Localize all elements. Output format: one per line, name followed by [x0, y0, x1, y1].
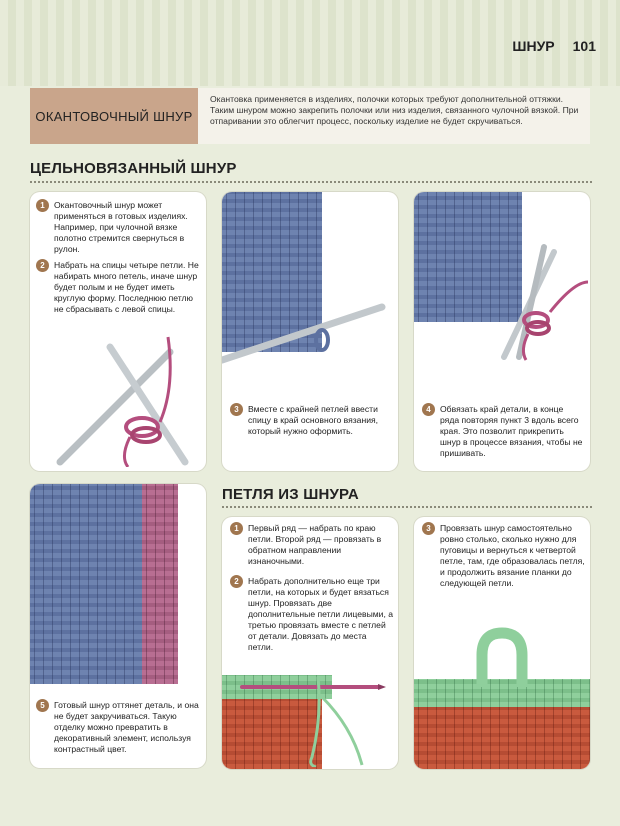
step-number-badge: 2: [36, 259, 49, 272]
step-number-badge: 1: [230, 522, 243, 535]
step-number-badge: 3: [230, 403, 243, 416]
card-step-5: [30, 484, 206, 768]
card-step-1-2: [30, 192, 206, 471]
step-text: Набрать на спицы четыре петли. Не набирать много петель, иначе шнур будет полым и не будет иметь круглую форму. Последнюю петлю не сбрасывать с левой спицы.: [54, 260, 199, 314]
needle-illustration: [222, 657, 398, 767]
step-text: Окантовочный шнур может применяться в готовых изделиях. Например, при чулочной вязке полотно стремится свернуться в рулон.: [54, 200, 188, 254]
card-loop-step-3: [414, 517, 590, 769]
knit-photo-pink-cord: [142, 484, 178, 684]
step-text: Обвязать край детали, в конце ряда повторяя пункт 3 вдоль всего края. Это позволит прикрепить шнур в процессе вязания, чтобы не пришивать.: [440, 404, 583, 458]
loop-step-2: [230, 576, 394, 653]
section-title-cord-loop: ПЕТЛЯ ИЗ ШНУРА: [222, 486, 359, 503]
cord-loop-illustration: [464, 627, 544, 687]
section-divider: [30, 181, 592, 183]
page-number: 101: [572, 38, 596, 54]
step-text: Готовый шнур оттянет деталь, и она не будет закручиваться. Такую отделку можно превратить в декоративный элемент, используя контрастный цвет.: [54, 700, 199, 754]
intro-text: Окантовка применяется в изделиях, полочки которых требуют дополнительной оттяжки. Таким шнуром можно закрепить полочки или низ изделия, связанного чулочной вязкой. При отпаривании это облегчит процесс, поскольку изделие не будет скручиваться.: [210, 94, 579, 126]
step-4: [422, 404, 584, 459]
loop-step-1: [230, 523, 394, 567]
step-text: Провязать шнур самостоятельно ровно столько, сколько нужно для пуговицы и вернуться к четвертой петле, там, где образовалась петля, и продолжить вязание планки до следующей петли.: [440, 523, 585, 588]
step-number-badge: 1: [36, 199, 49, 212]
step-2: [36, 260, 202, 315]
step-number-badge: 4: [422, 403, 435, 416]
loop-step-3: [422, 523, 586, 589]
step-number-badge: 5: [36, 699, 49, 712]
step-number-badge: 2: [230, 575, 243, 588]
knit-photo-red: [414, 707, 590, 769]
needle-illustration: [222, 292, 398, 372]
intro-title: ОКАНТОВОЧНЫЙ ШНУР: [30, 88, 198, 144]
card-loop-step-1-2: [222, 517, 398, 769]
step-1: [36, 200, 198, 255]
step-text: Первый ряд — набрать по краю петли. Второй ряд — провязать в обратном направлении изнаночными.: [248, 523, 382, 566]
step-5: [36, 700, 202, 755]
step-text: Набрать дополнительно еще три петли, на которых и будет вязаться шнур. Провязать две дополнительные петли лицевыми, а третью провязать вместе с петлей от детали. Довязать до места петли.: [248, 576, 394, 652]
step-number-badge: 3: [422, 522, 435, 535]
card-step-3: [222, 192, 398, 471]
section-title-seamless-cord: ЦЕЛЬНОВЯЗАННЫЙ ШНУР: [30, 160, 237, 177]
running-head: ШНУР: [512, 38, 555, 54]
knit-photo-blue: [30, 484, 142, 684]
section-divider: [222, 506, 592, 508]
step-text: Вместе с крайней петлей ввести спицу в край основного вязания, который нужно оформить.: [248, 404, 379, 436]
page-header: [512, 38, 596, 54]
intro-box: [30, 88, 590, 144]
needles-illustration: [50, 327, 200, 467]
card-step-4: [414, 192, 590, 471]
needles-illustration: [484, 242, 590, 362]
step-3: [230, 404, 392, 437]
